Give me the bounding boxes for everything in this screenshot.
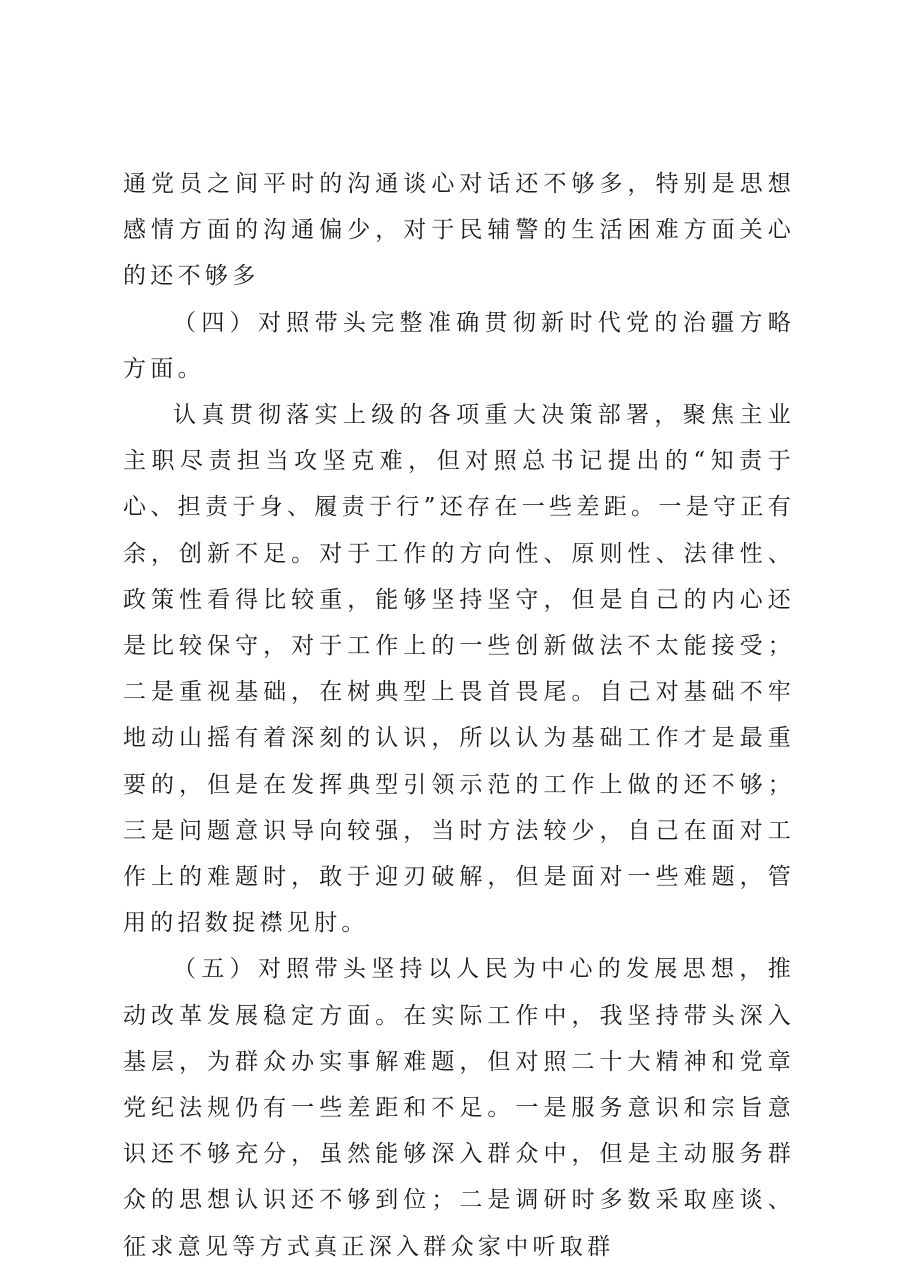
document-body [123,161,795,1270]
paragraph-continuation: 通党员之间平时的沟通谈心对话还不够多，特别是思想感情方面的沟通偏少，对于民辅警的生活困难方面关心的还不够多 [123,171,795,290]
paragraph-section-four-body: 认真贯彻落实上级的各项重大决策部署，聚焦主业主职尽责担当攻坚克难，但对照总书记提出的“知责于心、担责于身、履责于行”还存在一些差距。一是守正有余，创新不足。对于工作的方向性、原则性、法律性、政策性看得比较重，能够坚持坚守，但是自己的内心还是比较保守，对于工作上的一些创新做法不太能接受；二是重视基础，在树典型上畏首畏尾。自己对基础不牢地动山摇有着深刻的认识，所以认为基础工作才是最重要的，但是在发挥典型引领示范的工作上做的还不够；三是问题意识导向较强，当时方法较少，自己在面对工作上的难题时，敢于迎刃破解，但是面对一些难题，管用的招数捉襟见肘。 [123,402,795,937]
paragraph-section-five: （五）对照带头坚持以人民为中心的发展思想，推动改革发展稳定方面。在实际工作中，我坚持带头深入基层，为群众办实事解难题，但对照二十大精神和党章党纪法规仍有一些差距和不足。一是服务意识和宗旨意识还不够充分，虽然能够深入群众中，但是主动服务群众的思想认识还不够到位；二是调研时多数采取座谈、征求意见等方式真正深入群众家中听取群 [123,956,795,1260]
section-heading-four: （四）对照带头完整准确贯彻新时代党的治疆方略方面。 [123,309,795,382]
